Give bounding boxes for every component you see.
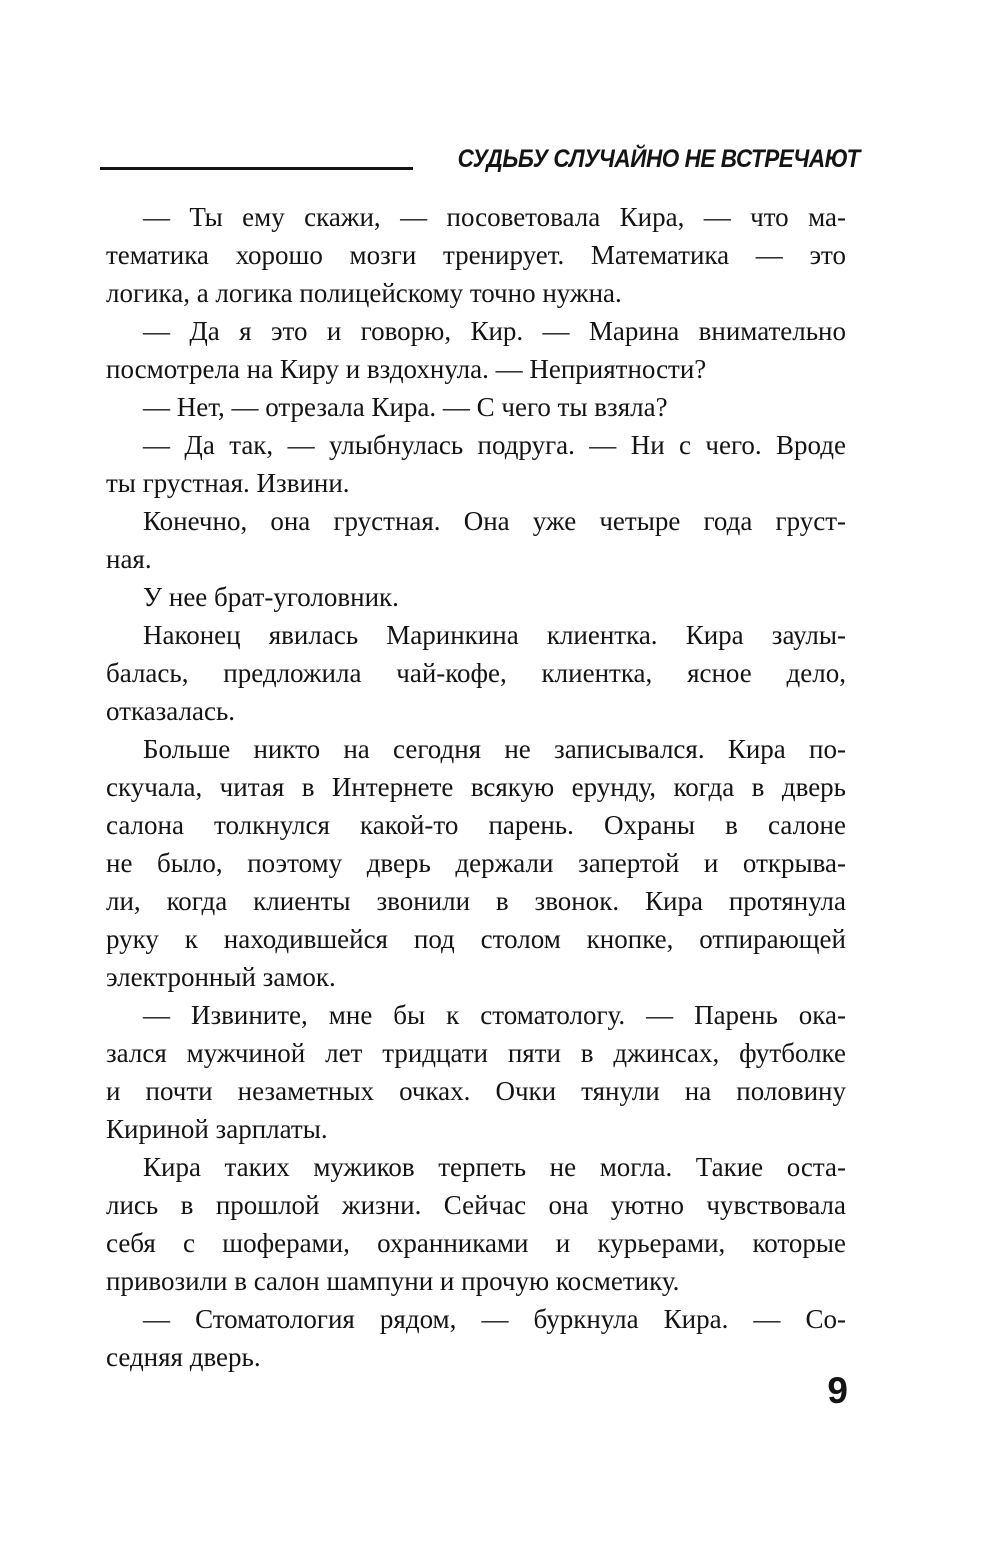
- text-line: отказалась.: [106, 696, 236, 726]
- text-line: — Да так, — улыбнулась подруга. — Ни с чего. Вроде: [143, 430, 846, 460]
- text-line: руку к находившейся под столом кнопке, отпирающей: [106, 924, 846, 954]
- running-head-title: СУДЬБУ СЛУЧАЙНО НЕ ВСТРЕЧАЮТ: [457, 145, 860, 173]
- header-rule: [100, 167, 413, 170]
- text-line: себя с шоферами, охранниками и курьерами, которые: [106, 1228, 846, 1258]
- paragraph: [106, 730, 846, 996]
- text-line: — Стоматология рядом, — буркнула Кира. — Со-: [143, 1304, 846, 1334]
- paragraph: [106, 388, 846, 426]
- text-line: и почти незаметных очках. Очки тянули на половину: [106, 1076, 846, 1106]
- paragraph: [106, 1148, 846, 1300]
- text-line: логика, а логика полицейскому точно нужна.: [106, 278, 622, 308]
- paragraph: [106, 502, 846, 578]
- text-line: посмотрела на Киру и вздохнула. — Неприятности?: [106, 354, 707, 384]
- text-line: лись в прошлой жизни. Сейчас она уютно чувствовала: [106, 1190, 846, 1220]
- text-line: У нее брат-уголовник.: [143, 582, 399, 612]
- text-line: Кириной зарплаты.: [106, 1114, 328, 1144]
- text-line: привозили в салон шампуни и прочую косметику.: [106, 1266, 680, 1296]
- text-line: ты грустная. Извини.: [106, 468, 350, 498]
- text-line: — Нет, — отрезала Кира. — С чего ты взяла?: [143, 392, 668, 422]
- text-line: Наконец явилась Маринкина клиентка. Кира заулы-: [143, 620, 846, 650]
- text-line: седняя дверь.: [106, 1342, 261, 1372]
- text-line: Конечно, она грустная. Она уже четыре года груст-: [143, 506, 846, 536]
- text-line: электронный замок.: [106, 962, 336, 992]
- paragraph: [106, 616, 846, 730]
- text-line: скучала, читая в Интернете всякую ерунду, когда в дверь: [106, 772, 846, 802]
- text-line: ная.: [106, 544, 152, 574]
- text-line: балась, предложила чай-кофе, клиентка, ясное дело,: [106, 658, 846, 688]
- text-line: не было, поэтому дверь держали запертой и открыва-: [106, 848, 846, 878]
- text-line: зался мужчиной лет тридцати пяти в джинсах, футболке: [106, 1038, 846, 1068]
- paragraph: [106, 312, 846, 388]
- page-text: [106, 198, 846, 1376]
- paragraph: [106, 426, 846, 502]
- text-line: — Извините, мне бы к стоматологу. — Парень ока-: [143, 1000, 846, 1030]
- page-number: 9: [827, 1370, 848, 1411]
- paragraph: [106, 578, 846, 616]
- paragraph: [106, 1300, 846, 1376]
- paragraph: [106, 996, 846, 1148]
- page-header: [100, 144, 860, 174]
- text-line: — Ты ему скажи, — посоветовала Кира, — что ма-: [143, 202, 846, 232]
- text-line: Больше никто на сегодня не записывался. Кира по-: [143, 734, 846, 764]
- text-line: салона толкнулся какой-то парень. Охраны в салоне: [106, 810, 846, 840]
- text-line: — Да я это и говорю, Кир. — Марина внимательно: [143, 316, 846, 346]
- text-line: Кира таких мужиков терпеть не могла. Такие оста-: [143, 1152, 846, 1182]
- text-line: ли, когда клиенты звонили в звонок. Кира протянула: [106, 886, 846, 916]
- paragraph: [106, 198, 846, 312]
- text-line: тематика хорошо мозги тренирует. Математика — это: [106, 240, 846, 270]
